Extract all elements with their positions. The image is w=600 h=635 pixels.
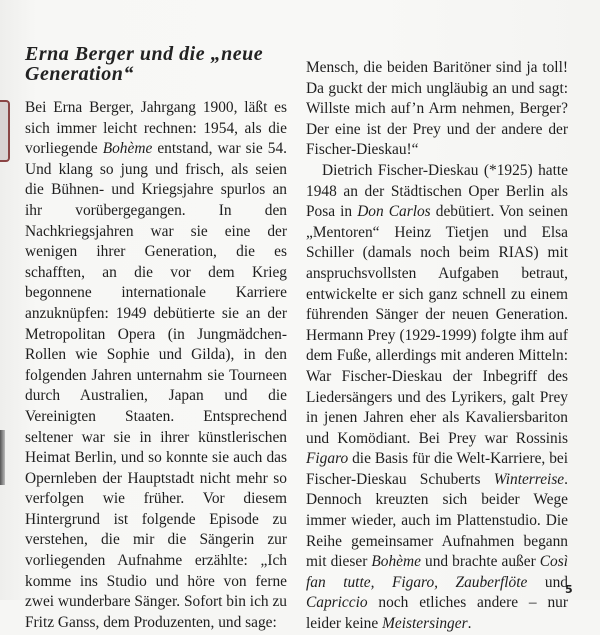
text-run: und brachte außer bbox=[420, 553, 540, 571]
article-heading: Erna Berger und die „neue Generation“ bbox=[25, 43, 264, 85]
text-run: noch etliches andere – nur leider keine bbox=[306, 594, 568, 633]
page-number: 5 bbox=[565, 583, 573, 596]
work-title: Winterreise bbox=[493, 470, 565, 488]
work-title: Così fan tutte, Figaro, Zauberflöte bbox=[306, 553, 568, 591]
text-run: debütiert. Von seinen „Mentoren“ Heinz Tietjen und Elsa Schiller (damals noch beim RIAS) mit anspruchsvollsten Aufgaben betraut, entwickelte er sich ganz schnell zu einem führenden Sänger der neuen Generation. Hermann Prey (1929-1999) folgte ihm auf dem Fuße, allerdings mit anderen Mitteln: War Fischer-Dieskau der Inbegriff des Liedersängers und des Lyrikers, galt Prey in jenen Jahren eher als Kavaliersbariton und Komödiant. Bei Prey war Rossinis bbox=[306, 203, 569, 447]
left-column bbox=[25, 44, 287, 633]
paragraph bbox=[306, 161, 568, 635]
paragraph bbox=[25, 98, 287, 633]
work-title: Bohème bbox=[371, 553, 421, 571]
text-run: und bbox=[527, 573, 568, 591]
scan-edge-artifact bbox=[0, 100, 10, 162]
text-run: . Dennoch kreuzten sich beider Wege immer wieder, auch im Plattenstudio. Die Reihe gemeinsamer Aufnahmen begann mit dieser bbox=[306, 470, 568, 571]
work-title: Meistersinger bbox=[382, 615, 468, 633]
text-run: Dietrich Fischer-Dieskau (*1925) hatte 1948 an der Städtischen Oper Berlin als Posa in bbox=[306, 161, 568, 221]
text-run: entstand, war sie 54. Und klang so jung und frisch, als seien die Bühnen- und Kriegsjahre spurlos an ihr vorübergegangen. In den Nachkriegsjahren war sie eine der wenigen ihrer Generation, die es schafften, an die vor dem Krieg begonnene internationale Karriere anzuknüpfen: 1949 debütierte sie an der Metropolitan Opera (in Jungmädchen-Rollen wie Sophie und Gilda), in den folgenden Jahren unternahm sie Tourneen durch Australien, Japan und die Vereinigten Staaten. Entsprechend seltener war sie in ihrer künstlerischen Heimat Berlin, und so konnte sie auch das Opernleben der Hauptstadt nicht mehr so verfolgen wie früher. Vor diesem Hintergrund ist folgende Episode zu verstehen, die mir die Sängerin zur vorliegenden Aufnahme erzählte: „Ich komme ins Studio und höre von ferne zwei wunderbare Sänger. Sofort bin ich zu Fritz Ganss, dem Produzenten, und sage: bbox=[25, 140, 288, 631]
right-column bbox=[306, 58, 568, 635]
text-run: Bei Erna Berger, Jahrgang 1900, läßt es sich immer leicht rechnen: 1954, als die vorliegende bbox=[25, 99, 287, 158]
work-title: Figaro bbox=[306, 450, 349, 468]
work-title: Don Carlos bbox=[357, 203, 431, 221]
text-run: . bbox=[467, 615, 472, 633]
paragraph: Mensch, die beiden Baritöner sind ja toll! Da guckt der mich ungläubig an und sagt: Willste mich auf’n Arm nehmen, Berger? Der eine ist der Prey und der andere der Fischer-Dieskau!“ bbox=[306, 59, 568, 159]
work-title: Bohème bbox=[102, 140, 153, 158]
text-run: die Basis für die Welt-Karriere, bei Fischer-Dieskau Schuberts bbox=[306, 450, 568, 488]
scan-edge-shadow bbox=[0, 430, 5, 485]
work-title: Capriccio bbox=[306, 594, 368, 612]
